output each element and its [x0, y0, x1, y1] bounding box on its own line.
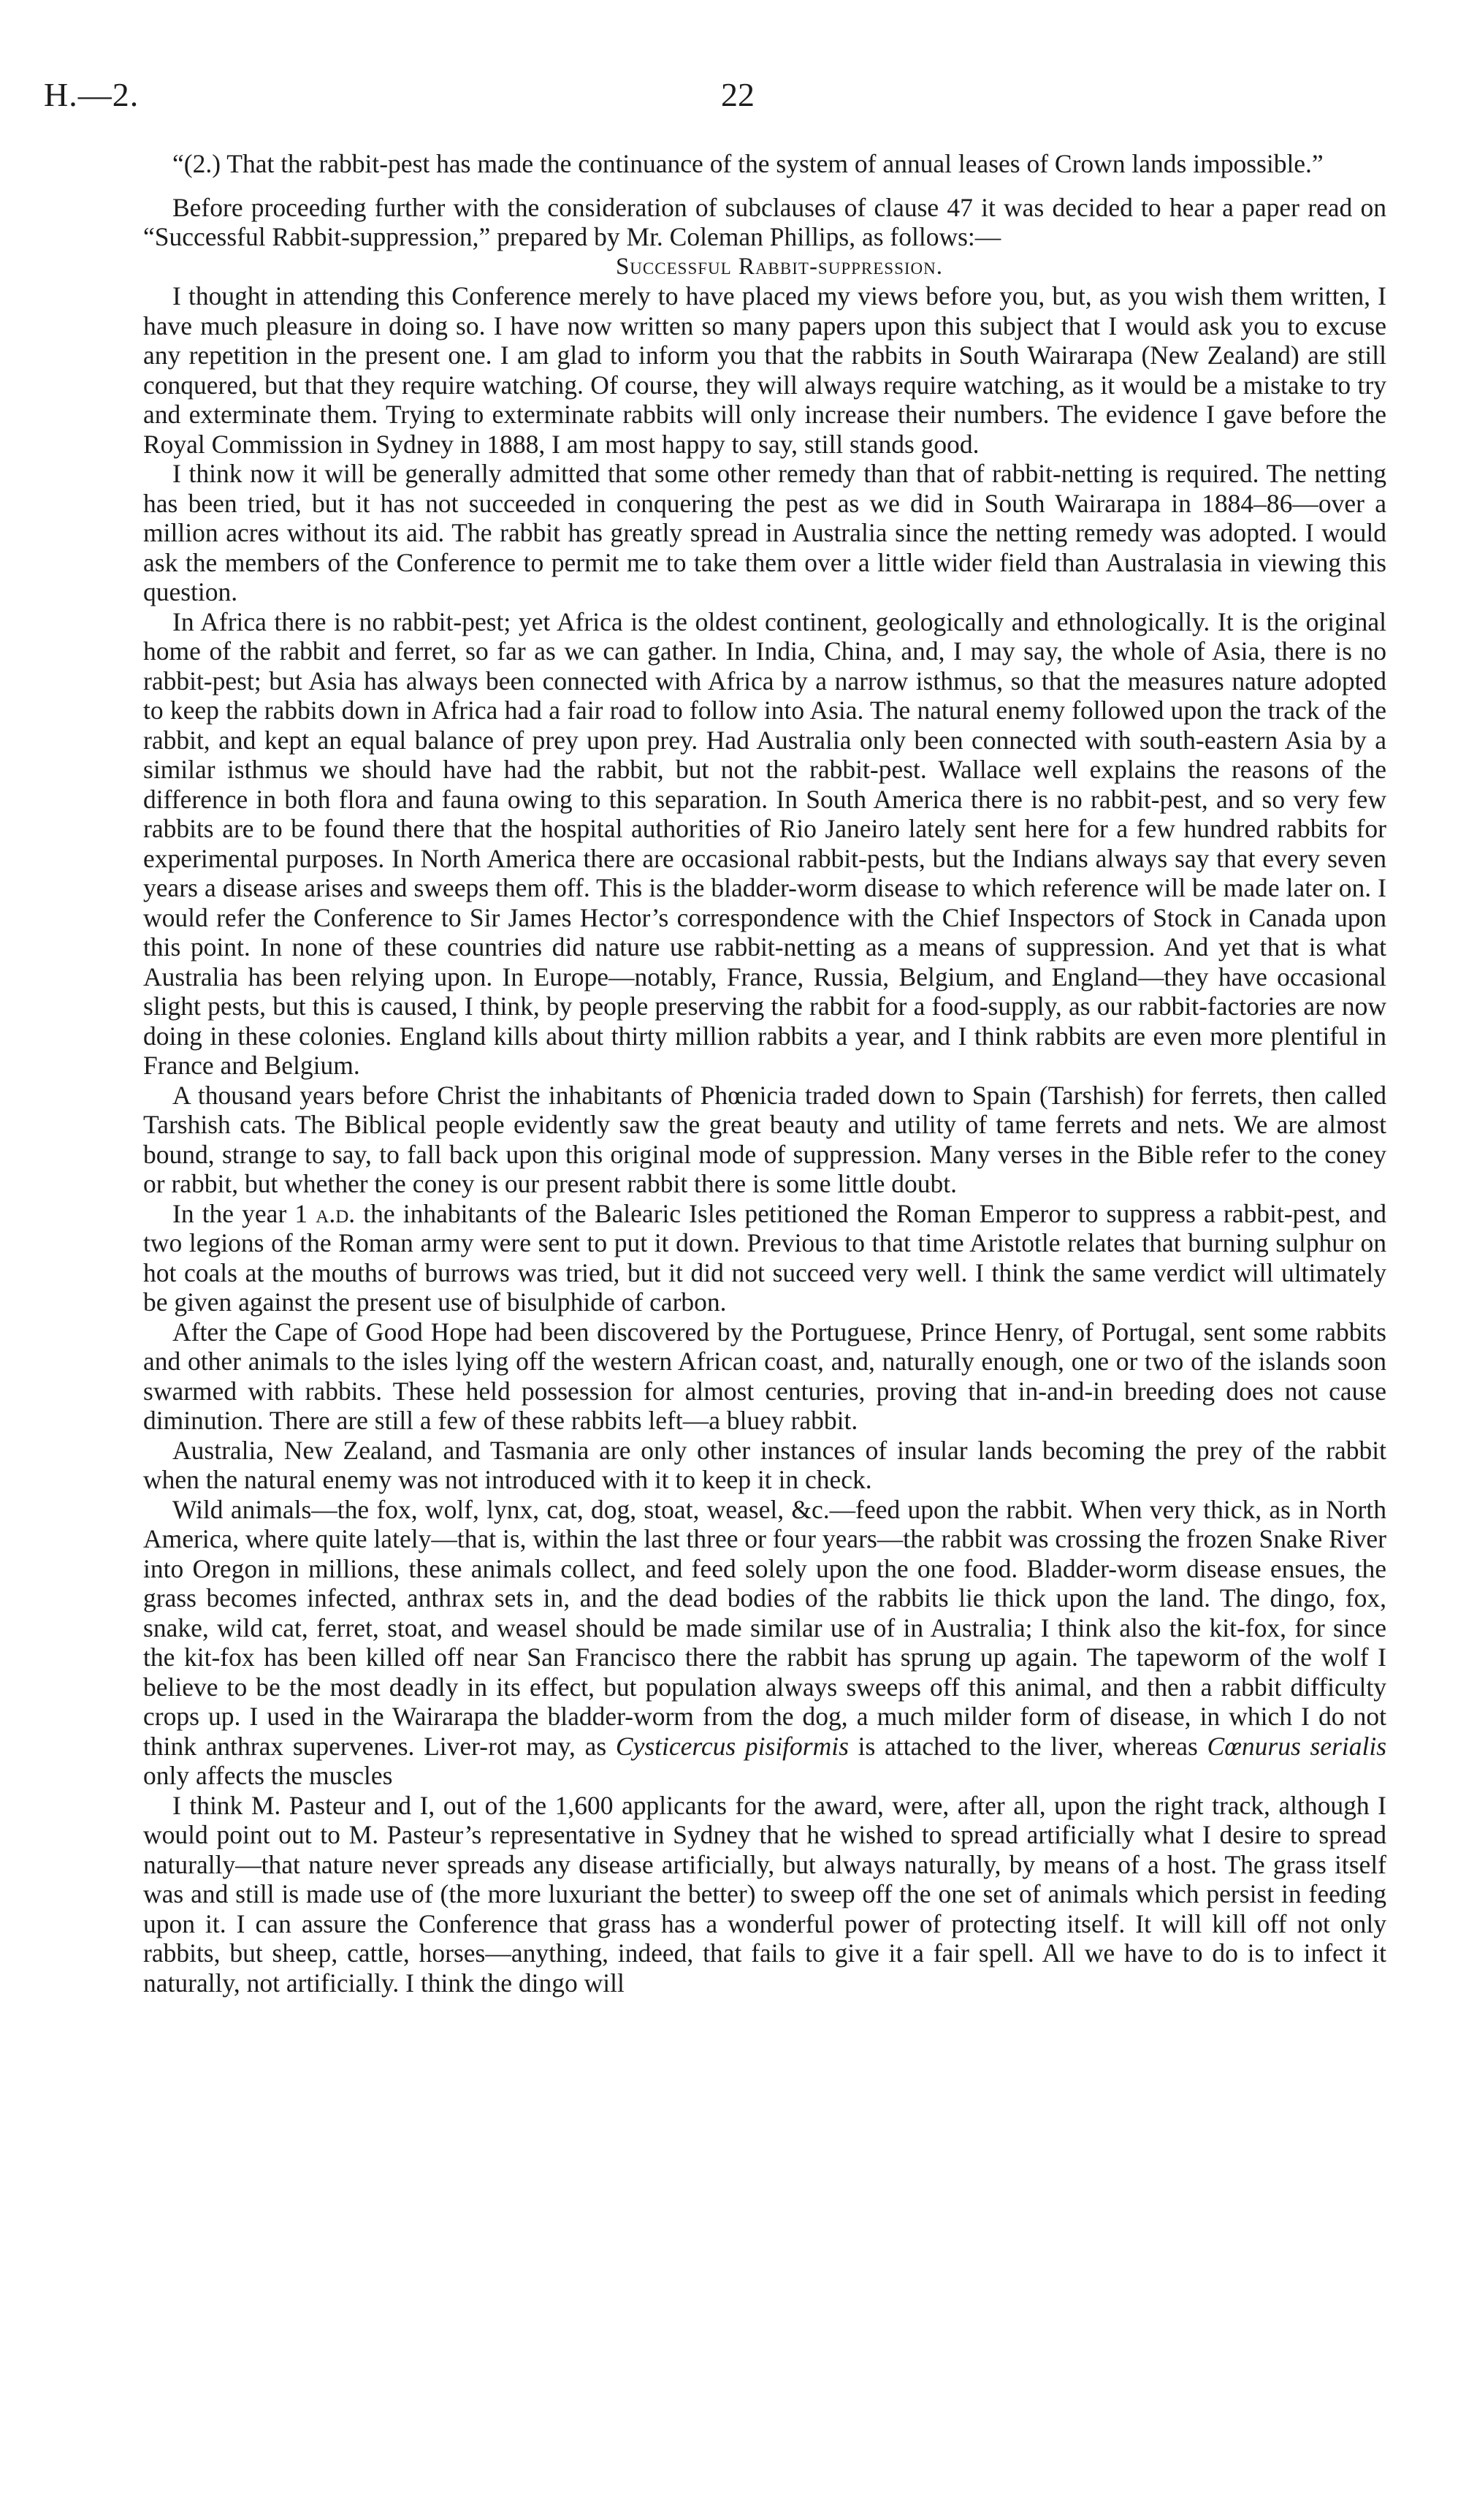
body-text: [143, 149, 1386, 1998]
section-heading: Successful Rabbit-suppression.: [615, 253, 944, 280]
paragraph: In Africa there is no rabbit-pest; yet Africa is the oldest continent, geologically and ethnologically. It is the original home of the rabbit and ferret, so far as we can gather. In India, China, and, I may say, the whole of Asia, there is no rabbit-pest; but Asia has always been connected with Africa by a narrow isthmus, so that the measures nature adopted to keep the rabbits down in Africa had a fair road to follow into Asia. The natural enemy followed upon the track of the rabbit, and kept an equal balance of prey upon prey. Had Australia only been connected with south-eastern Asia by a similar isthmus we should have had the rabbit, but not the rabbit-pest. Wallace well explains the reasons of the difference in both flora and fauna owing to this separation. In South America there is no rabbit-pest, and so very few rabbits are to be found there that the hospital authorities of Rio Janeiro lately sent here for a few hundred rabbits for experimental purposes. In North America there are occasional rabbit-pests, but the Indians always say that every seven years a disease arises and sweeps them off. This is the bladder-worm disease to which reference will be made later on. I would refer the Conference to Sir James Hector’s correspondence with the Chief Inspectors of Stock in Canada upon this point. In none of these countries did nature use rabbit-netting as a means of suppression. And yet that is what Australia has been relying upon. In Europe—notably, France, Russia, Belgium, and England—they have occasional slight pests, but this is caused, I think, by people preserving the rabbit for a food-supply, as our rabbit-factories are now doing in these colonies. England kills about thirty million rabbits a year, and I think rabbits are even more plentiful in France and Belgium.: [143, 606, 1386, 1080]
paragraph: [143, 1495, 1386, 1791]
paragraph: [143, 1199, 1386, 1317]
paragraph: I thought in attending this Conference merely to have placed my views before you, but, as you wish them written, I have much pleasure in doing so. I have now written so many papers upon this subject that I would ask you to excuse any repetition in the present one. I am glad to inform you that the rabbits in South Wairarapa (New Zealand) are still conquered, but that they require watching. Of course, they will always require watching, as it would be a mistake to try and exterminate them. Trying to exterminate rabbits will only increase their numbers. The evidence I gave before the Royal Commission in Sydney in 1888, I am most happy to say, still stands good.: [143, 281, 1386, 459]
paragraph: Australia, New Zealand, and Tasmania are only other instances of insular lands becoming the prey of the rabbit when the natural enemy was not introduced with it to keep it in check.: [143, 1435, 1386, 1494]
text-run: In the year 1: [172, 1198, 316, 1228]
paragraph-quote: “(2.) That the rabbit-pest has made the continuance of the system of annual leases of Crown lands impossible.”: [172, 149, 1324, 178]
paragraph: I think M. Pasteur and I, out of the 1,600 applicants for the award, were, after all, upon the right track, although I would point out to M. Pasteur’s representative in Sydney that he wished to spread artificially what I desire to spread naturally—that nature never spreads any disease artificially, but always naturally, by means of a host. The grass itself was and still is made use of (the more luxuriant the better) to sweep off the one set of animals which persist in feeding upon it. I can assure the Conference that grass has a wonderful power of protecting itself. It will kill off not only rabbits, but sheep, cattle, horses—anything, indeed, that fails to give it a fair spell. All we have to do is to infect it naturally, not artificially. I think the dingo will: [143, 1790, 1386, 1998]
page-header-reference: H.—2.: [44, 76, 140, 113]
era-abbreviation: a.d.: [316, 1198, 356, 1228]
paragraph: A thousand years before Christ the inhabitants of Phœnicia traded down to Spain (Tarshish) for ferrets, then called Tarshish cats. The Biblical people evidently saw the great beauty and utility of tame ferrets and nets. We are almost bound, strange to say, to fall back upon this original mode of suppression. Many verses in the Bible refer to the coney or rabbit, but whether the coney is our present rabbit there is some little doubt.: [143, 1080, 1386, 1198]
species-name: Cysticercus pisiformis: [615, 1731, 849, 1761]
species-name: Cœnurus serialis: [1207, 1731, 1387, 1761]
text-run: only affects the muscles: [143, 1761, 393, 1790]
paragraph: After the Cape of Good Hope had been discovered by the Portuguese, Prince Henry, of Portugal, sent some rabbits and other animals to the isles lying off the western African coast, and, naturally enough, one or two of the islands soon swarmed with rabbits. These held possession for almost centuries, proving that in-and-in breeding does not cause diminution. There are still a few of these rabbits left—a bluey rabbit.: [143, 1317, 1386, 1435]
text-run: is attached to the liver, whereas: [848, 1731, 1207, 1761]
paragraph-intro: Before proceeding further with the consideration of subclauses of clause 47 it was decided to hear a paper read on “Successful Rabbit-suppression,” prepared by Mr. Coleman Phillips, as follows:—: [143, 192, 1386, 251]
text-run: Wild animals—the fox, wolf, lynx, cat, dog, stoat, weasel, &c.—feed upon the rabbit. When very thick, as in North America, where quite lately—that is, within the last three or four years—the rabbit was crossing the frozen Snake River into Oregon in millions, these animals collect, and feed solely upon the one food. Bladder-worm disease ensues, the grass becomes infected, anthrax sets in, and the dead bodies of the rabbits lie thick upon the land. The dingo, fox, snake, wild cat, ferret, stoat, and weasel should be made similar use of in Australia; I think also the kit-fox, for since the kit-fox has been killed off near San Francisco there the rabbit has sprung up again. The tapeworm of the wolf I believe to be the most deadly in its effect, but population always sweeps off this animal, and then a rabbit difficulty crops up. I used in the Wairarapa the bladder-worm from the dog, a much milder form of disease, in which I do not think anthrax supervenes. Liver-rot may, as: [143, 1494, 1386, 1761]
page-number: 22: [721, 76, 755, 113]
paragraph: I think now it will be generally admitted that some other remedy than that of rabbit-netting is required. The netting has been tried, but it has not succeeded in conquering the pest as we did in South Wairarapa in 1884–86—over a million acres without its aid. The rabbit has greatly spread in Australia since the netting remedy was adopted. I would ask the members of the Conference to permit me to take them over a little wider field than Australasia in viewing this question.: [143, 459, 1386, 606]
text-run: the inhabitants of the Balearic Isles petitioned the Roman Emperor to suppress a rabbit-pest, and two legions of the Roman army were sent to put it down. Previous to that time Aristotle relates that burning sulphur on hot coals at the mouths of burrows was tried, but it did not succeed very well. I think the same verdict will ultimately be given against the present use of bisulphide of carbon.: [143, 1198, 1386, 1317]
